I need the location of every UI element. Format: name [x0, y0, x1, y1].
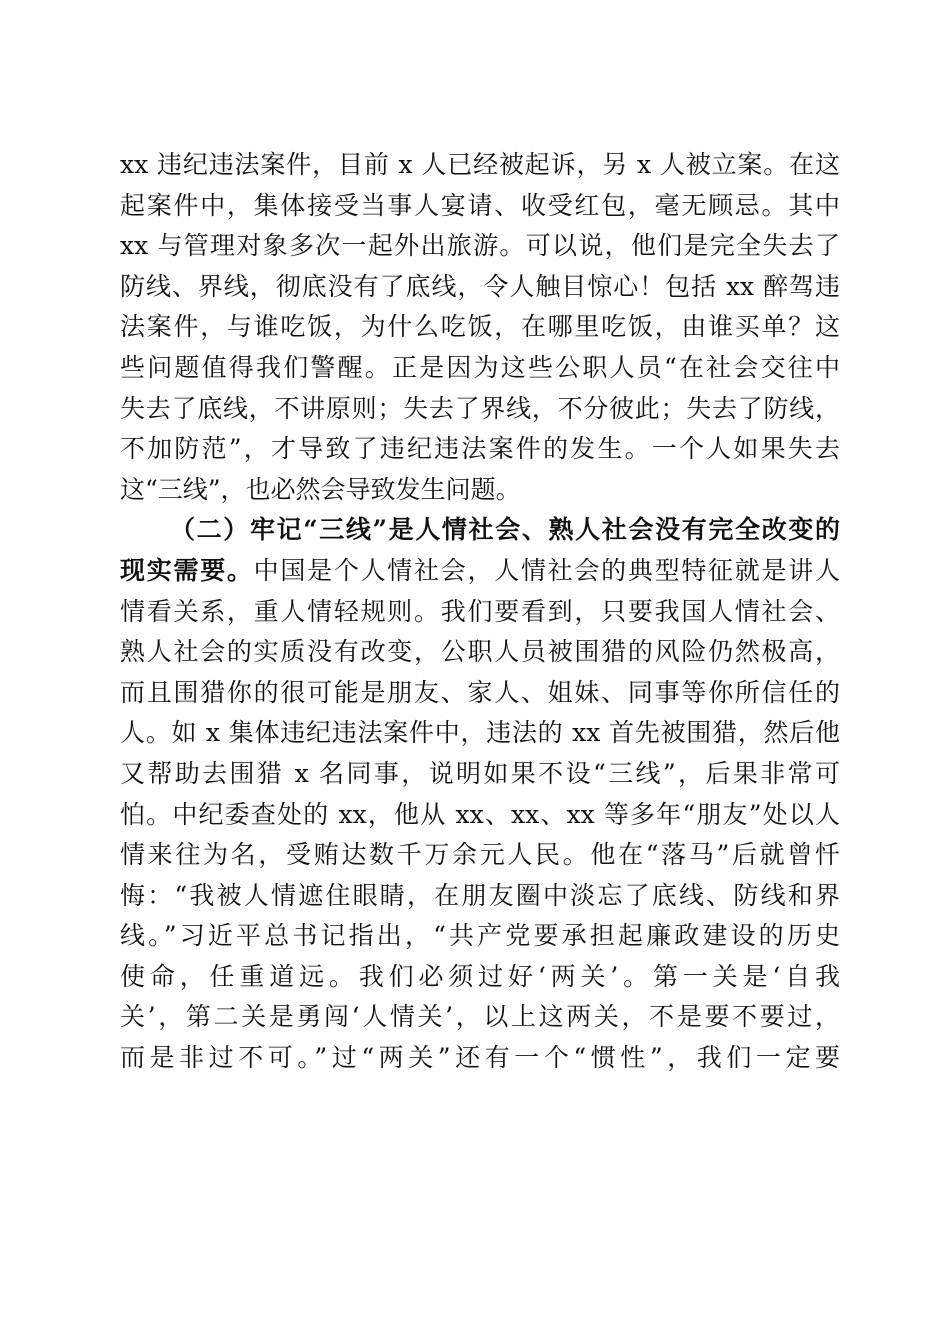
- paragraph-line: 失去了底线，不讲原则；失去了界线，不分彼此；失去了防线，: [120, 393, 840, 423]
- paragraph-line: 些问题值得我们警醒。正是因为这些公职人员“在社会交往中: [120, 352, 840, 382]
- paragraph-line: 而是非过不可。”过“两关”还有一个“惯性”，我们一定要: [120, 1043, 840, 1073]
- paragraph-line: 人。如 x 集体违纪违法案件中，违法的 xx 首先被围猎，然后他: [120, 718, 840, 748]
- paragraph-line: 使命，任重道远。我们必须过好‘两关’。第一关是‘自我: [120, 961, 840, 991]
- paragraph-line: 关’，第二关是勇闯‘人情关’，以上这两关，不是要不要过，: [120, 1002, 840, 1032]
- paragraph-line: 这“三线”，也必然会导致发生问题。: [120, 474, 521, 504]
- paragraph-line: 线。”习近平总书记指出，“共产党要承担起廉政建设的历史: [120, 921, 840, 951]
- paragraph-line: 起案件中，集体接受当事人宴请、收受红包，毫无顾忌。其中: [120, 190, 840, 220]
- section-heading-text: （二）牢记“三线”是人情社会、熟人社会没有完全改变的: [170, 515, 840, 545]
- paragraph-line: 情来往为名，受贿达数千万余元人民。他在“落马”后就曾忏: [120, 840, 840, 870]
- paragraph-line: 而且围猎你的很可能是朋友、家人、姐妹、同事等你所信任的: [120, 677, 840, 707]
- paragraph-line-text: 中国是个人情社会，人情社会的典型特征就是讲人: [253, 555, 840, 585]
- paragraph-line: 情看关系，重人情轻规则。我们要看到，只要我国人情社会、: [120, 596, 840, 626]
- section-heading-end: 现实需要。: [120, 555, 254, 585]
- paragraph-line: xx 与管理对象多次一起外出旅游。可以说，他们是完全失去了: [120, 231, 840, 261]
- document-body: [120, 145, 840, 1079]
- paragraph-line: xx 违纪违法案件，目前 x 人已经被起诉，另 x 人被立案。在这: [120, 150, 840, 179]
- paragraph-line: [120, 551, 840, 592]
- paragraph-line: 怕。中纪委查处的 xx，他从 xx、xx、xx 等多年“朋友”处以人: [120, 799, 840, 829]
- paragraph-line: 悔：“我被人情遮住眼睛，在朋友圈中淡忘了底线、防线和界: [120, 880, 840, 910]
- paragraph-line: 法案件，与谁吃饭，为什么吃饭，在哪里吃饭，由谁买单？这: [120, 312, 840, 342]
- paragraph-line: 防线、界线，彻底没有了底线，令人触目惊心！包括 xx 醉驾违: [120, 271, 840, 301]
- paragraph-line: 熟人社会的实质没有改变，公职人员被围猎的风险仍然极高，: [120, 637, 840, 667]
- paragraph-line: 又帮助去围猎 x 名同事，说明如果不设“三线”，后果非常可: [120, 758, 840, 788]
- section-heading: [120, 510, 840, 551]
- paragraph-line: 不加防范”，才导致了违纪违法案件的发生。一个人如果失去: [120, 434, 840, 464]
